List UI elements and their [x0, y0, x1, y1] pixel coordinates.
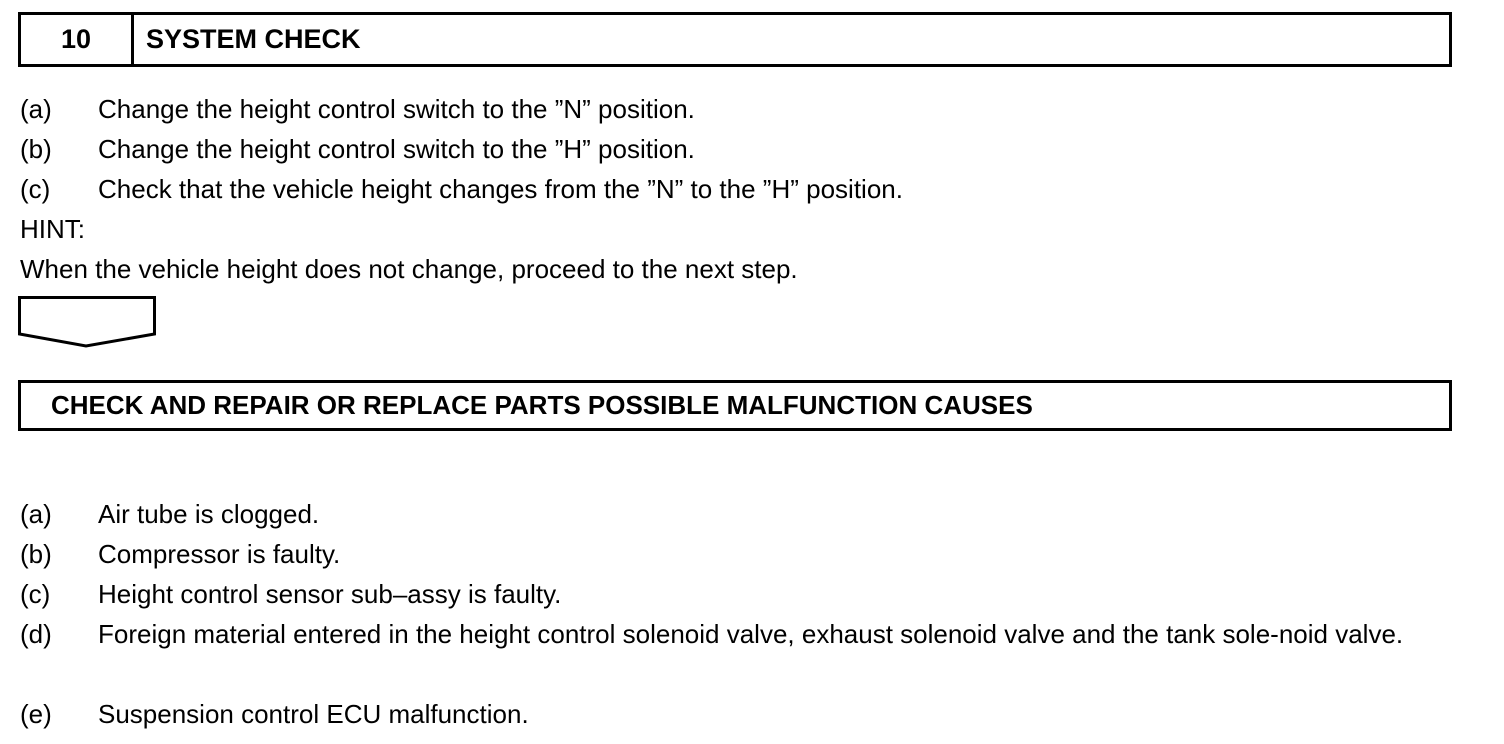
cause-text: Height control sensor sub–assy is faulty.	[98, 579, 562, 609]
cause-text: Air tube is clogged.	[98, 499, 320, 529]
procedure-marker: (a)	[20, 94, 52, 124]
step-header	[18, 12, 1452, 67]
cause-marker: (d)	[20, 619, 52, 649]
step-title: SYSTEM CHECK	[146, 24, 361, 54]
cause-text: Foreign material entered in the height control solenoid valve, exhaust solenoid valve and the tank sole-noid valve.	[98, 619, 1404, 649]
down-arrow-icon	[18, 296, 158, 350]
cause-item	[20, 614, 1460, 654]
cause-item	[20, 534, 1460, 574]
cause-text: Compressor is faulty.	[98, 539, 341, 569]
cause-text: Suspension control ECU malfunction.	[98, 699, 529, 729]
procedure-marker: (c)	[20, 174, 51, 204]
cause-marker: (b)	[20, 539, 52, 569]
cause-marker: (c)	[20, 579, 51, 609]
hint-text: When the vehicle height does not change, proceed to the next step.	[20, 254, 798, 284]
result-box: CHECK AND REPAIR OR REPLACE PARTS POSSIBLE MALFUNCTION CAUSES	[18, 380, 1452, 431]
procedure-item	[20, 89, 1460, 129]
procedure-text: Change the height control switch to the ”N” position.	[98, 94, 695, 124]
cause-item	[20, 694, 1460, 734]
step-number: 10	[21, 15, 134, 64]
procedure-item	[20, 169, 1460, 209]
cause-item	[20, 574, 1460, 614]
procedure-text: Check that the vehicle height changes from the ”N” to the ”H” position.	[98, 174, 903, 204]
cause-marker: (a)	[20, 499, 52, 529]
cause-marker: (e)	[20, 699, 52, 729]
hint-label: HINT:	[20, 214, 85, 244]
procedure-text: Change the height control switch to the ”H” position.	[98, 134, 695, 164]
procedure-marker: (b)	[20, 134, 52, 164]
procedure-item	[20, 129, 1460, 169]
cause-item	[20, 494, 1460, 534]
